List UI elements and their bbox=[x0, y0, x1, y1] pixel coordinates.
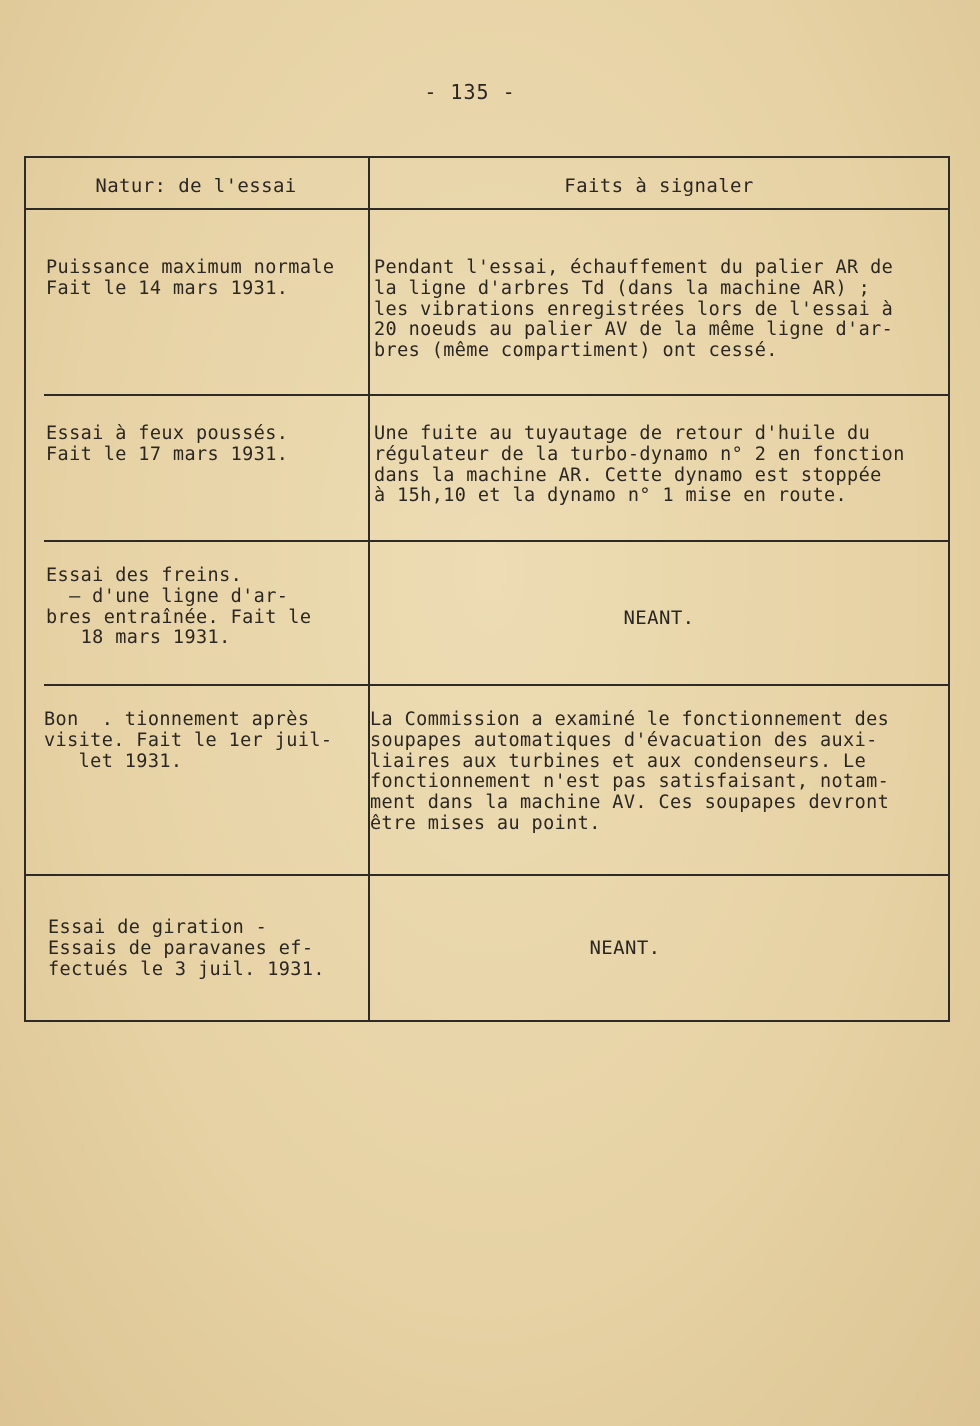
row-3-faits: NEANT. bbox=[623, 607, 695, 629]
page-number: - 135 - bbox=[424, 80, 516, 104]
table-border-right bbox=[948, 156, 950, 1022]
header-faits-signaler: Faits à signaler bbox=[564, 175, 754, 197]
row-5-nature: Essai de giration - Essais de paravanes ef- fectués le 3 juil. 1931. bbox=[48, 917, 325, 980]
header-nature-essai: Natur: de l'essai bbox=[95, 175, 297, 197]
table-border-bottom bbox=[24, 1020, 950, 1022]
row-1-nature: Puissance maximum normale Fait le 14 mars 1931. bbox=[46, 257, 335, 299]
row-2-nature: Essai à feux poussés. Fait le 17 mars 1931. bbox=[46, 423, 289, 465]
header-divider bbox=[24, 208, 950, 210]
row-divider bbox=[44, 540, 950, 542]
row-divider bbox=[24, 874, 950, 876]
table-column-divider bbox=[368, 156, 370, 1022]
table-border-top bbox=[24, 156, 950, 158]
report-table bbox=[24, 156, 950, 1022]
row-5-faits: NEANT. bbox=[589, 937, 661, 959]
row-4-faits: La Commission a examiné le fonctionnement des soupapes automatiques d'évacuation des auxi- liaires aux turbines et aux condenseurs. Le fonctionnement n'est pas satisfaisant, notam- ment dans la machine AV. Ces soupapes devront être mises au point. bbox=[370, 709, 890, 834]
table-border-left bbox=[24, 156, 26, 1022]
row-4-nature: Bon . tionnement après visite. Fait le 1er juil- let 1931. bbox=[44, 709, 333, 772]
row-divider bbox=[44, 684, 950, 686]
row-1-faits: Pendant l'essai, échauffement du palier AR de la ligne d'arbres Td (dans la machine AR) ; les vibrations enregistrées lors de l'essai à 20 noeuds au palier AV de la même ligne d'ar- bres (même compartiment) ont cessé. bbox=[374, 257, 894, 362]
row-3-nature: Essai des freins. — d'une ligne d'ar- bres entraînée. Fait le 18 mars 1931. bbox=[46, 565, 312, 649]
row-divider bbox=[44, 394, 950, 396]
row-2-faits: Une fuite au tuyautage de retour d'huile du régulateur de la turbo-dynamo n° 2 en fonction dans la machine AR. Cette dynamo est stoppée à 15h,10 et la dynamo n° 1 mise en route. bbox=[374, 423, 905, 507]
